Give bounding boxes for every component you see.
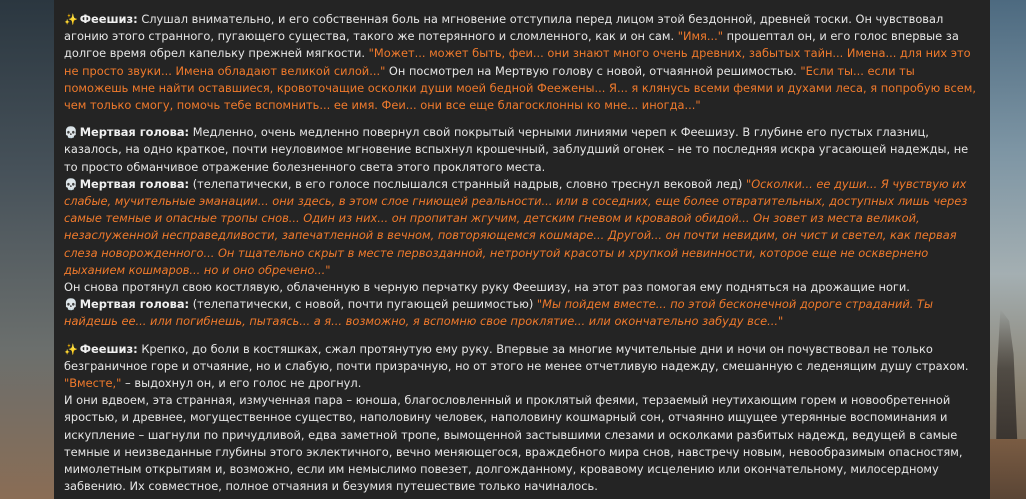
message-paragraph bbox=[64, 341, 976, 393]
narration-text: (телепатически, с новой, почти пугающей решимостью) bbox=[189, 297, 537, 312]
chat-panel[interactable] bbox=[54, 0, 990, 499]
background-left bbox=[0, 0, 54, 499]
speaker-name: Мертвая голова: bbox=[79, 125, 190, 140]
message-paragraph bbox=[64, 124, 976, 176]
skull-emoji-icon: 💀 bbox=[64, 298, 78, 312]
skull-emoji-icon: 💀 bbox=[64, 126, 78, 140]
narration-text: – выдохнул он, и его голос не дрогнул. bbox=[121, 376, 362, 391]
narration-text: Он посмотрел на Мертвую голову с новой, отчаянной решимостью. bbox=[385, 63, 801, 78]
sparkles-emoji-icon: ✨ bbox=[64, 342, 78, 356]
dialogue-quote: "Вместе," bbox=[64, 376, 122, 391]
skull-emoji-icon: 💀 bbox=[64, 177, 78, 191]
chat-message bbox=[64, 11, 976, 114]
narration-text: прошептал он, и его голос впервые за долгое время обрел капельку прежней мягкости. bbox=[64, 29, 959, 61]
message-paragraph bbox=[64, 11, 976, 114]
message-paragraph bbox=[64, 296, 976, 330]
narration-text: (телепатически, в его голосе послышался странный надрыв, словно треснул вековой лед) bbox=[189, 176, 746, 191]
speaker-name: Мертвая голова: bbox=[79, 297, 190, 312]
narration-text: Медленно, очень медленно повернул свой покрытый черными линиями череп к Феешизу. В глубине его пустых глазниц, казалось, на одно краткое, почти неуловимое мгновение вспыхнул крошечный, заблудший огонек – не то последняя искра угасающей надежды, не то просто обманчивое отражение болезненного света этого проклятого места. bbox=[64, 125, 969, 174]
dialogue-quote: "Осколки... ее души... Я чувствую их слабые, мучительные эманации... они здесь, в этом слое гниющей реальности... или в соседних, еще более отвратительных, доступных лишь через самые темные и опасные тропы снов... Один из них... он пропитан жгучим, детским гневом и кровавой обидой... Он зовет из места великой, незаслуженной несправедливости, запечатленной в вечном, повторяющемся кошмаре... Другой... он почти невидим, он чист и светел, как первая слеза новорожденного... Он тщательно скрыт в месте первозданной, нетронутой красоты и хрупкой невинности, которое еще не осквернено дыханием кошмаров... но и оно обречено..." bbox=[64, 176, 968, 277]
speaker-name: Феешиз: bbox=[79, 341, 138, 356]
narration-text: Слушал внимательно, и его собственная боль на мгновение отступила перед лицом этой бездонной, древней тоски. Он чувствовал агонию этого странного, пугающего существа, такого же потерянного и сломленного, как и он сам. bbox=[64, 12, 944, 44]
speaker-name: Мертвая голова: bbox=[79, 176, 190, 191]
dialogue-quote: "Имя..." bbox=[677, 29, 724, 44]
sparkles-emoji-icon: ✨ bbox=[64, 13, 78, 26]
message-paragraph bbox=[64, 176, 976, 279]
dialogue-quote: "Мы пойдем вместе... по этой бесконечной дороге страданий. Ты найдешь ее... или погибнешь, пытаясь... а я... возможно, я вспомню свое проклятие... или окончательно забуду все..." bbox=[64, 297, 933, 329]
desert-ground bbox=[990, 439, 1026, 499]
chat-message bbox=[64, 341, 976, 496]
speaker-name: Феешиз: bbox=[79, 12, 138, 26]
message-paragraph bbox=[64, 279, 976, 296]
narration-text: И они вдвоем, эта странная, измученная пара – юноша, благословленный и проклятый феями, терзаемый неутихающим горем и новообретенной яростью, и древнее, могущественное существо, наполовину человек, наполовину кошмарный сон, отчаянно ищущее утерянные воспоминания и искупление – шагнули по причудливой, едва заметной тропе, вымощенной застывшими слезами и осколками разбитых надежд, ведущей в самые темные и неизведанные глубины этого эклектичного, вечно меняющегося, враждебного мира снов, навстречу новым, невообразимым опасностям, мимолетным открытиям и, возможно, если им немыслимо повезет, долгожданному, кровавому исцелению или окончательному, милосердному забвению. Их совместное, полное отчаяния и безумия путешествие только начиналось. bbox=[64, 393, 963, 494]
dialogue-quote: "Если ты... если ты поможешь мне найти оставшиеся, кровоточащие осколки души моей бедной Феежены... Я... я клянусь всеми феями и духами леса, я попробую всем, чем только смогу, помочь тебе вспомнить... ее имя. Феи... они все еще благосклонны ко мне... иногда..." bbox=[64, 63, 976, 113]
chat-message bbox=[64, 124, 976, 330]
dialogue-quote: "Может... может быть, феи... они знают много очень древних, забытых тайн... Имена... для них это не просто звуки... Имена обладают великой силой..." bbox=[64, 46, 971, 78]
ruin-silhouette bbox=[996, 309, 1018, 459]
narration-text: Крепко, до боли в костяшках, сжал протянутую ему руку. Впервые за многие мучительные дни и ночи он почувствовал не только безграничное горе и отчаяние, но и слабую, почти призрачную, но от этого не менее отчетливую надежду, смешанную с леденящим душу страхом. bbox=[64, 341, 969, 373]
background-right bbox=[990, 0, 1026, 499]
message-paragraph bbox=[64, 392, 976, 495]
narration-text: Он снова протянул свою костлявую, облаченную в черную перчатку руку Феешизу, на этот раз помогая ему подняться на дрожащие ноги. bbox=[64, 280, 910, 295]
